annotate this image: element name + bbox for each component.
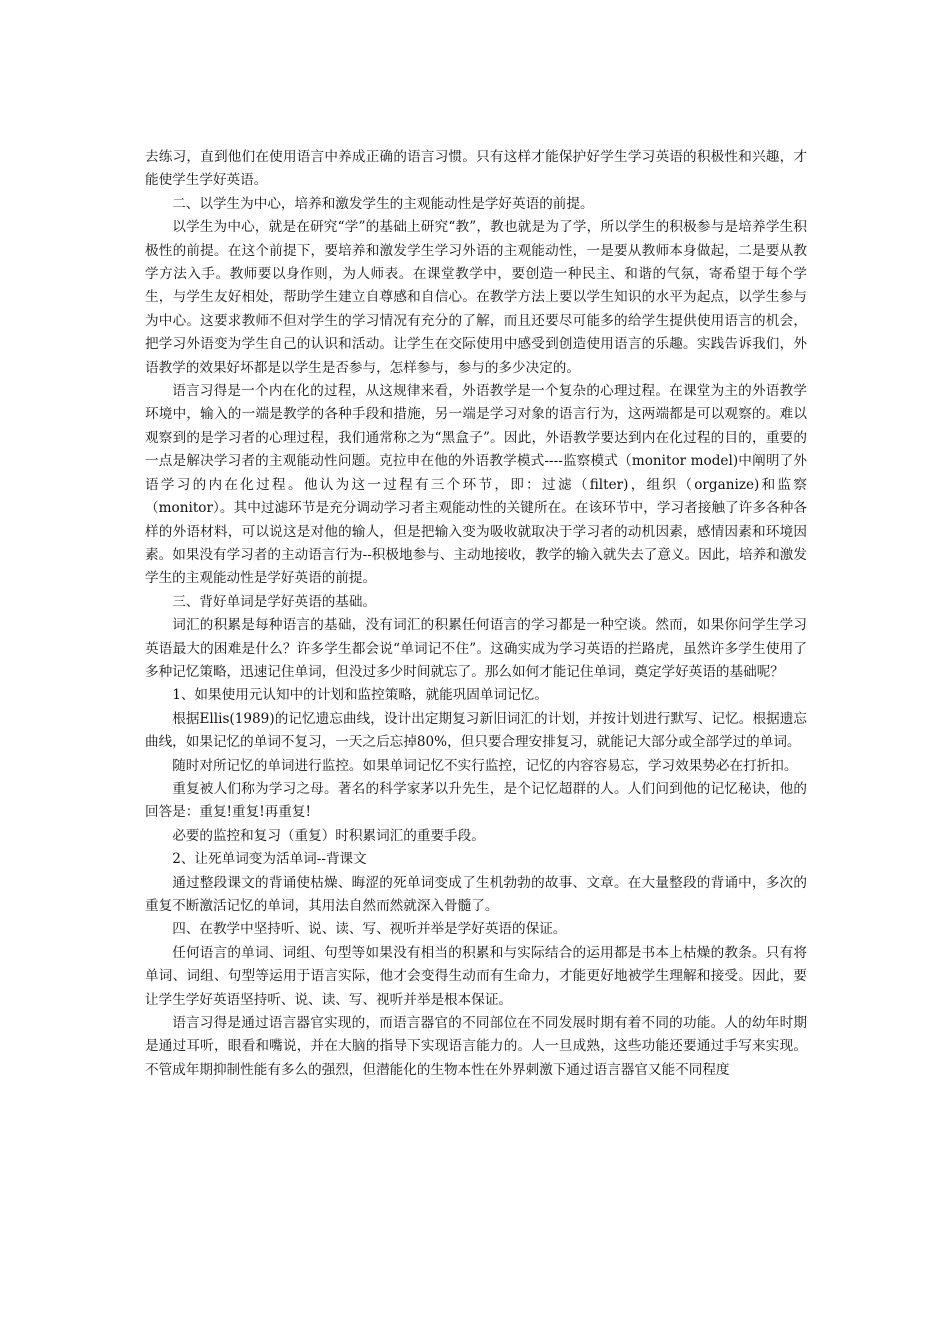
section-heading-4: 四、在教学中坚持听、说、读、写、视听并举是学好英语的保证。 [172,921,567,938]
paragraph: 以学生为中心，就是在研究“学”的基础上研究“教”，教也就是为了学，所以学生的积极参与是培养学生积极性的前提。在这个前提下，要培养和激发学生学习外语的主观能动性，一是要从教师本身做起，二是要从教学方法入手。教师要以身作则，为人师表。在课堂教学中，要创造一种民主、和谐的气氛，寄希望于每个学生，与学生友好相处，帮助学生建立自尊感和自信心。在教学方法上要以学生知识的水平为起点，以学生参与为中心。这要求教师不但对学生的学习情况有充分的了解，而且还要尽可能多的给学生提供使用语言的机会，把学习外语变为学生自己的认识和活动。让学生在交际使用中感受到创造使用语言的乐趣。实践告诉我们，外语教学的效果好坏都是以学生是否参与，怎样参与，参与的多少决定的。 [145,219,807,376]
section-heading-3: 三、背好单词是学好英语的基础。 [172,593,377,610]
section-heading-2: 二、以学生为中心，培养和激发学生的主观能动性是学好英语的前提。 [172,195,594,212]
subheading-2: 2、让死单词变为活单词--背课文 [172,851,367,868]
paragraph: 任何语言的单词、词组、句型等如果没有相当的积累和与实际结合的运用都是书本上枯燥的教条。只有将单词、词组、句型等运用于语言实际，他才会变得生动而有生命力，才能更好地被学生理解和接受。因此，要让学生学好英语坚持听、说、读、写、视听并举是根本保证。 [145,944,807,1008]
paragraph: 通过整段课文的背诵使枯燥、晦涩的死单词变成了生机勃勃的故事、文章。在大量整段的背诵中，多次的重复不断激活记忆的单词，其用法自然而然就深入骨髓了。 [145,874,807,914]
paragraph-continued: 去练习，直到他们在使用语言中养成正确的语言习惯。只有这样才能保护好学生学习英语的积极性和兴趣，才能使学生学好英语。 [145,149,807,189]
paragraph: 根据Ellis(1989)的记忆遗忘曲线，设计出定期复习新旧词汇的计划，并按计划进行默写、记忆。根据遗忘曲线，如果记忆的单词不复习，一天之后忘掉80%，但只要合理安排复习，就能记大部分或全部学过的单词。 [145,710,807,751]
paragraph: 必要的监控和复习（重复）时积累词汇的重要手段。 [172,827,485,844]
paragraph: 随时对所记忆的单词进行监控。如果单词记忆不实行监控，记忆的内容容易忘，学习效果势必在打折扣。 [172,757,798,774]
paragraph: 语言习得是一个内在化的过程，从这规律来看，外语教学是一个复杂的心理过程。在课堂为主的外语教学环境中，输入的一端是教学的各种手段和措施，另一端是学习对象的语言行为，这两端都是可以观察的。难以观察到的是学习者的心理过程，我们通常称之为“黑盒子”。因此，外语教学要达到内在化过程的目的，重要的一点是解决学习者的主观能动性问题。克拉申在他的外语教学模式----监察模式（monitor model)中阐明了外语学习的内在化过程。他认为这一过程有三个环节，即：过滤（filter)，组织（organize)和监察（monitor）。其中过滤环节是充分调动学习者主观能动性的关键所在。在该环节中，学习者接触了许多各种各样的外语材料，可以说这是对他的输人，但是把输入变为吸收就取决于学习者的动机因素，感情因素和环境因素。如果没有学习者的主动语言行为--积极地参与、主动地接收，教学的输入就失去了意义。因此，培养和激发学生的主观能动性是学好英语的前提。 [145,383,807,587]
paragraph: 重复被人们称为学习之母。著名的科学家茅以升先生，是个记忆超群的人。人们问到他的记忆秘诀，他的回答是：重复!重复!再重复! [145,780,807,821]
paragraph: 词汇的积累是每种语言的基础，没有词汇的积累任何语言的学习都是一种空谈。然而，如果你问学生学习英语最大的困难是什么？许多学生都会说“单词记不住”。这确实成为学习英语的拦路虎，虽然许多学生使用了多种记忆策略，迅速记住单词，但没过多少时间就忘了。那么如何才能记住单词，奠定学好英语的基础呢？ [145,617,807,680]
paragraph: 语言习得是通过语言器官实现的，而语言器官的不同部位在不同发展时期有着不同的功能。人的幼年时期是通过耳听，眼看和嘴说，并在大脑的指导下实现语言能力的。人一旦成熟，这些功能还要通过手写来实现。不管成年期抑制性能有多么的强烈，但潜能化的生物本性在外界刺激下通过语言器官又能不同程度 [145,1015,807,1078]
document-body [145,146,807,1082]
subheading-1: 1、如果使用元认知中的计划和监控策略，就能巩固单词记忆。 [172,687,548,704]
